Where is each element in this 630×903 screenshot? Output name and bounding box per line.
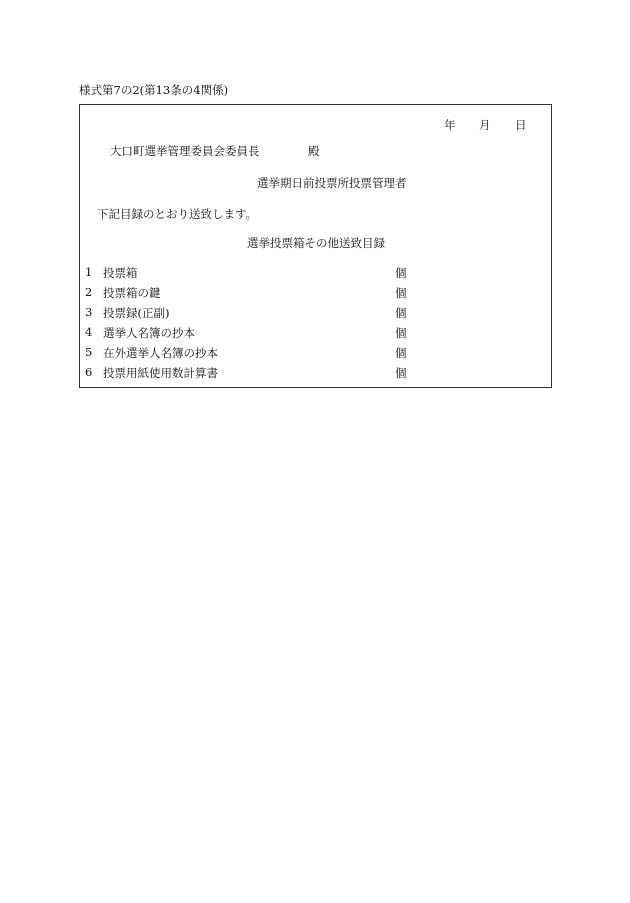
item-number: 1 — [85, 265, 93, 279]
item-name: 在外選挙人名簿の抄本 — [103, 346, 218, 360]
item-number: 6 — [85, 365, 93, 379]
item-name: 投票用紙使用数計算書 — [103, 366, 218, 380]
item-name: 投票箱 — [103, 266, 138, 280]
item-unit: 個 — [395, 366, 407, 380]
form-label: 様式第7の2(第13条の4関係) — [79, 83, 229, 97]
body-text: 下記目録のとおり送致します。 — [97, 207, 258, 221]
item-name: 投票録(正副) — [103, 306, 170, 320]
list-title: 選挙投票箱その他送致目録 — [247, 236, 385, 250]
item-unit: 個 — [395, 266, 407, 280]
item-number: 3 — [85, 305, 93, 319]
item-number: 4 — [85, 325, 93, 339]
addressee: 大口町選挙管理委員会委員長 — [110, 144, 260, 158]
sender: 選挙期日前投票所投票管理者 — [257, 176, 407, 190]
item-name: 投票箱の鍵 — [103, 286, 161, 300]
date-day-label: 日 — [515, 118, 527, 132]
item-number: 5 — [85, 345, 93, 359]
item-name: 選挙人名簿の抄本 — [103, 326, 195, 340]
item-unit: 個 — [395, 346, 407, 360]
date-year-label: 年 — [444, 118, 456, 132]
form-frame — [79, 104, 552, 388]
addressee-honorific: 殿 — [308, 144, 320, 158]
item-unit: 個 — [395, 286, 407, 300]
item-number: 2 — [85, 285, 93, 299]
item-unit: 個 — [395, 326, 407, 340]
date-month-label: 月 — [479, 118, 491, 132]
item-unit: 個 — [395, 306, 407, 320]
